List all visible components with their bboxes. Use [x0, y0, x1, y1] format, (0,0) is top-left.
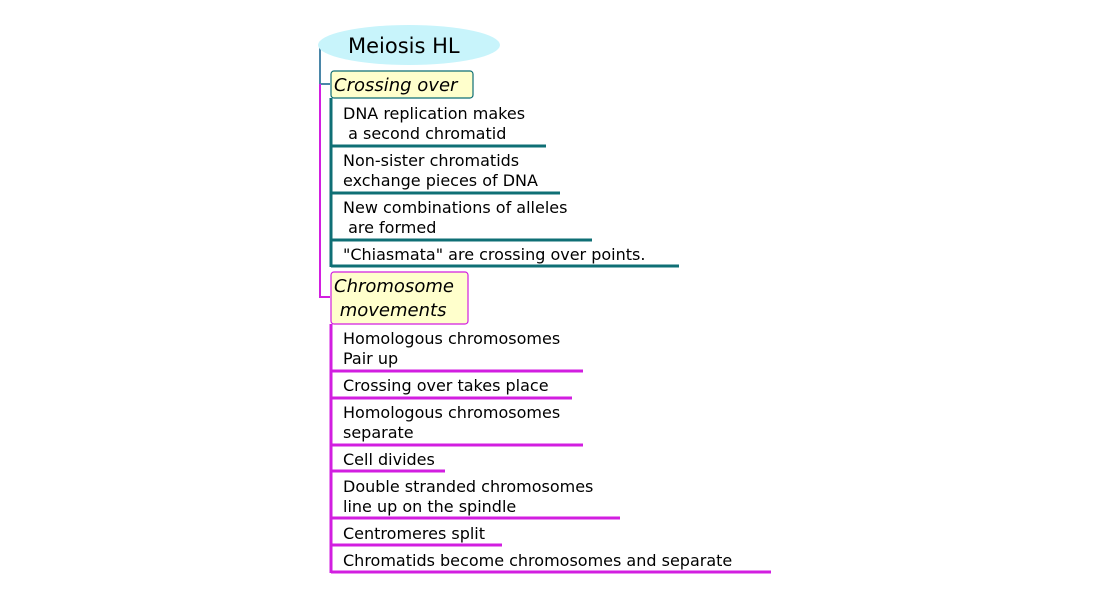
branch-item-text: Centromeres split: [343, 524, 486, 543]
branch-item-text: Crossing over takes place: [343, 376, 549, 395]
branch-item[interactable]: [331, 450, 445, 471]
topic-node-label: Chromosome: [334, 276, 454, 297]
branch-item-text: Homologous chromosomes: [343, 329, 561, 348]
branch-item-text: Chromatids become chromosomes and separate: [343, 551, 733, 570]
branch-item[interactable]: [331, 329, 583, 371]
branch-item-text: "Chiasmata" are crossing over points.: [343, 245, 646, 264]
branch-item[interactable]: [331, 151, 560, 193]
branch-item-text: exchange pieces of DNA: [343, 171, 538, 190]
branch-item[interactable]: [331, 477, 620, 518]
topic-node-label: Crossing over: [334, 75, 458, 96]
branch-item[interactable]: [331, 198, 592, 240]
branch-item-text: Cell divides: [343, 450, 435, 469]
branch-item-text: New combinations of alleles: [343, 198, 568, 217]
branch-item-text: a second chromatid: [343, 124, 507, 143]
root-node-title: Meiosis HL: [348, 34, 460, 58]
topic-node[interactable]: [331, 272, 468, 324]
branch-item-text: separate: [343, 423, 414, 442]
branches: [331, 71, 771, 573]
branch-item[interactable]: [331, 376, 572, 398]
branch-item[interactable]: [331, 245, 679, 266]
topic-node[interactable]: [331, 71, 473, 98]
branch-item-text: are formed: [343, 218, 437, 237]
branch-item-text: Homologous chromosomes: [343, 403, 561, 422]
branch-item-text: Non-sister chromatids: [343, 151, 520, 170]
root-connector: [320, 84, 330, 297]
branch-item-text: DNA replication makes: [343, 104, 526, 123]
branch-item[interactable]: [331, 104, 546, 146]
branch-item-text: Pair up: [343, 349, 399, 368]
branch-1: [331, 272, 771, 573]
branch-item-text: Double stranded chromosomes: [343, 477, 594, 496]
branch-0: [331, 71, 679, 267]
root-node[interactable]: [318, 25, 500, 65]
branch-item-text: line up on the spindle: [343, 497, 517, 516]
branch-item[interactable]: [331, 403, 583, 445]
branch-item[interactable]: [331, 524, 502, 545]
branch-item[interactable]: [331, 551, 771, 572]
topic-node-label: movements: [334, 300, 447, 321]
